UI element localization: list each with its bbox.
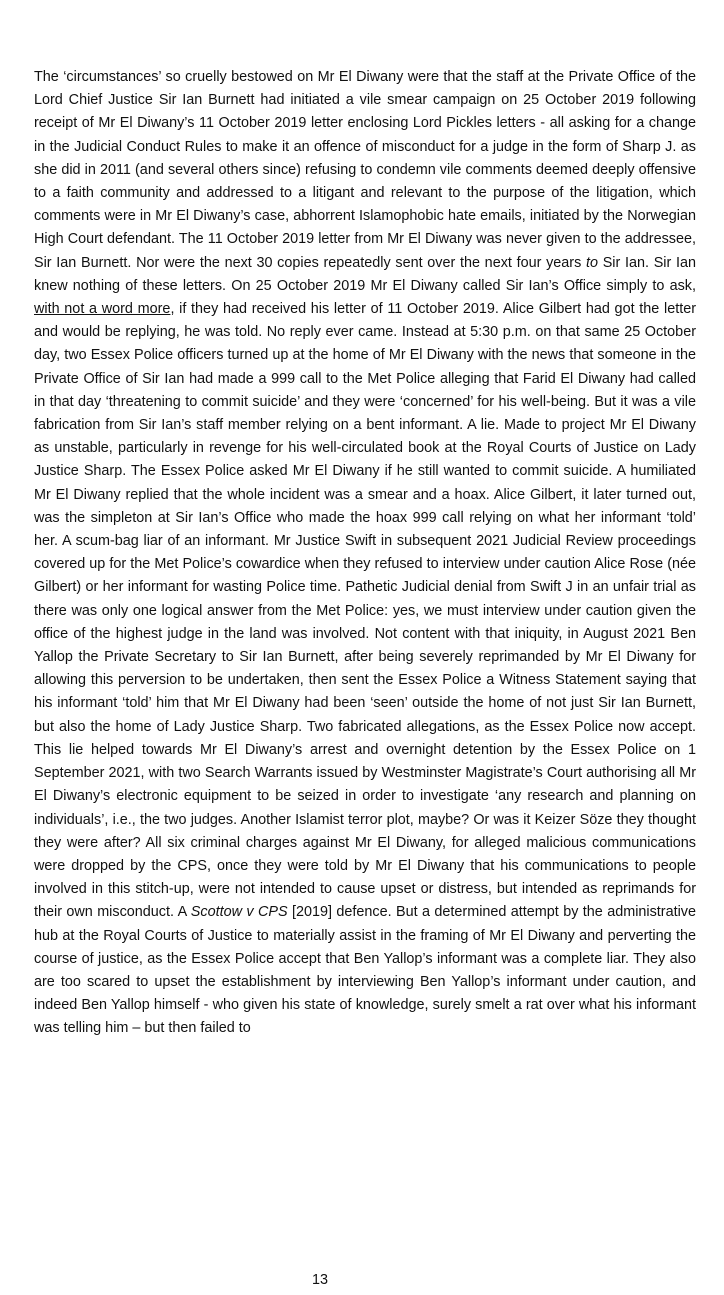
paragraph-text-part-2: Sir Ian. Sir Ian knew nothing of these letters. On 25 October 2019 Mr El Diwany called Sir Ian’s Office simply to ask, [34, 254, 696, 294]
underlined-phrase: with not a word more [34, 301, 171, 318]
italic-case-citation: Scottow v CPS [190, 904, 288, 921]
body-paragraph [34, 66, 696, 1041]
page-number: 13 [311, 1272, 328, 1288]
paragraph-text-part-1: The ‘circumstances’ so cruelly bestowed on Mr El Diwany were that the staff at the Private Office of the Lord Chief Justice Sir Ian Burnett had initiated a vile smear campaign on 25 October 2019 following receipt of Mr El Diwany’s 11 October 2019 letter enclosing Lord Pickles letters - all asking for a change in the Judicial Conduct Rules to make it an offence of misconduct for a judge in the form of Sharp J. as she did in 2011 (and several others since) refusing to condemn vile comments deemed deeply offensive to a faith community and addressed to a litigant and relevant to the purpose of the litigation, which comments were in Mr El Diwany’s case, abhorrent Islamophobic hate emails, initiated by the Norwegian High Court defendant. The 11 October 2019 letter from Mr El Diwany was never given to the addressee, Sir Ian Burnett. Nor were the next 30 copies repeatedly sent over the next four years [34, 69, 696, 271]
paragraph-text-part-3: , if they had received his letter of 11 October 2019. Alice Gilbert had got the letter and would be replying, he was told. No reply ever came. Instead at 5:30 p.m. on that same 25 October day, two Essex Police officers turned up at the home of Mr El Diwany with the news that someone in the Private Office of Sir Ian had made a 999 call to the Met Police alleging that Farid El Diwany had called in that day ‘threatening to commit suicide’ and they were ‘concerned’ for his well-being. But it was a vile fabrication from Sir Ian’s staff member relying on a bent informant. A lie. Made to project Mr El Diwany as unstable, particularly in revenge for his well-circulated book at the Royal Courts of Justice on Lady Justice Sharp. The Essex Police asked Mr El Diwany if he still wanted to commit suicide. A humiliated Mr El Diwany replied that the whole incident was a smear and a hoax. Alice Gilbert, it later turned out, was the simpleton at Sir Ian’s Office who made the hoax 999 call relying on what her informant ‘told’ her. A scum-bag liar of an informant. Mr Justice Swift in subsequent 2021 Judicial Review proceedings covered up for the Met Police’s cowardice when they refused to interview under caution Alice Rose (née Gilbert) or her informant for wasting Police time. Pathetic Judicial denial from Swift J in an unfair trial as there was only one logical answer from the Met Police: yes, we must interview under caution given the office of the highest judge in the land was involved. Not content with that iniquity, in August 2021 Ben Yallop the Private Secretary to Sir Ian Burnett, after being severely reprimanded by Mr El Diwany for allowing this perversion to be undertaken, then sent the Essex Police a Witness Statement saying that his informant ‘told’ him that Mr El Diwany had been ‘seen’ outside the home of not just Sir Ian Burnett, but also the home of Lady Justice Sharp. Two fabricated allegations, as the Essex Police now accept. This lie helped towards Mr El Diwany’s arrest and overnight detention by the Essex Police on 1 September 2021, with two Search Warrants issued by Westminster Magistrate’s Court authorising all Mr El Diwany’s electronic equipment to be seized in order to investigate ‘any research and planning on individuals’, i.e., the two judges. Another Islamist terror plot, maybe? Or was it Keizer Söze they thought they were after? All six criminal charges against Mr El Diwany, for alleged malicious communications were dropped by the CPS, once they were told by Mr El Diwany that his communications to people involved in this stitch-up, were not intended to cause upset or distress, but intended as reprimands for their own misconduct. A [34, 301, 696, 921]
paragraph-text-part-4: [2019] defence. But a determined attempt by the administrative hub at the Royal Courts of Justice to materially assist in the framing of Mr El Diwany and perverting the course of justice, as the Essex Police accept that Ben Yallop’s informant was a complete liar. They also are too scared to upset the establishment by interviewing Ben Yallop’s informant under caution, and indeed Ben Yallop himself - who given his state of knowledge, surely smelt a rat over what his informant was telling him – but then failed to [34, 904, 696, 1037]
italic-to: to [585, 254, 598, 271]
